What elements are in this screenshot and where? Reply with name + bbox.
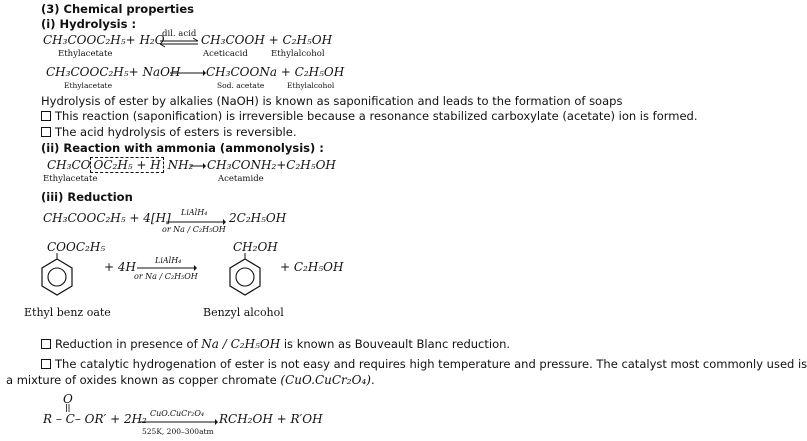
final-eq-conditions: 525K, 200–300atm <box>142 427 214 436</box>
checkbox-icon <box>41 339 51 349</box>
hydrolysis-eq1-rhs: CH₃COOH + C₂H₅OH <box>201 33 333 47</box>
benzene-ring-right-icon <box>228 253 262 299</box>
ammonolysis-eq: CH₃CO OC₂H₅ + H NH₂ <box>47 158 194 172</box>
struct-arrow <box>137 264 197 272</box>
benzene-ring-left-icon <box>40 253 74 299</box>
saponification-text: Hydrolysis of ester by alkalies (NaOH) is known as saponification and leads to the formation of soaps <box>41 94 623 108</box>
label-ethylacetate-2: Ethylacetate <box>64 81 113 90</box>
checkbox-icon <box>41 111 51 121</box>
checkbox-icon <box>41 359 51 369</box>
final-eq-rhs: RCH₂OH + R′OH <box>219 412 323 426</box>
ammonolysis-title: (ii) Reaction with ammonia (ammonolysis) : <box>41 141 324 155</box>
reduction-eq-reagent-bottom: or Na / C₂H₅OH <box>162 225 226 234</box>
label-ethylacetate-1: Ethylacetate <box>58 49 113 59</box>
hydrolysis-eq1-condition: dil. acid <box>162 29 197 39</box>
hydrolysis-eq2-arrow <box>170 69 206 77</box>
cleaved-group-box: OC₂H₅ + H <box>90 157 163 173</box>
label-sod-acetate: Sod. acetate <box>217 81 265 90</box>
final-eq-catalyst: CuO.CuCr₂O₄ <box>150 409 205 418</box>
label-aceticacid: Aceticacid <box>203 49 248 59</box>
reduction-eq-reagent-top: LiAlH₄ <box>181 208 208 217</box>
struct-reagent-top: LiAlH₄ <box>155 256 182 265</box>
plus-ethanol: + C₂H₅OH <box>280 260 344 274</box>
bullet-irreversible: This reaction (saponification) is irreversible because a resonance stabilized carboxylate (acetate) ion is formed. <box>41 109 697 123</box>
hydrolysis-eq1-lhs: CH₃COOC₂H₅+ H₂O <box>43 33 165 47</box>
carbonyl-oxygen: O <box>63 392 73 406</box>
label-ethylalcohol-1: Ethylalcohol <box>271 49 325 59</box>
struct-reagent-bottom: or Na / C₂H₅OH <box>134 272 198 281</box>
alcohol-substituent: CH₂OH <box>233 240 278 254</box>
label-benzyl-alcohol: Benzyl alcohol <box>203 306 284 319</box>
label-ethyl-benzoate: Ethyl benz oate <box>24 306 111 319</box>
final-eq-lhs: R – C– OR′ + 2H₂ <box>43 412 147 426</box>
hydrolysis-title: (i) Hydrolysis : <box>41 17 137 31</box>
bullet-reversible: The acid hydrolysis of esters is reversible. <box>41 125 296 139</box>
hydrolysis-eq2-rhs: CH₃COONa + C₂H₅OH <box>206 65 345 79</box>
reduction-title: (iii) Reduction <box>41 190 133 204</box>
reduction-eq-rhs: 2C₂H₅OH <box>229 211 287 225</box>
ammonolysis-arrow <box>190 162 206 170</box>
ammonolysis-rhs: CH₃CONH₂+C₂H₅OH <box>207 158 336 172</box>
reduction-eq-lhs: CH₃COOC₂H₅ + 4[H] <box>43 211 171 225</box>
label-acetamide: Acetamide <box>218 174 264 184</box>
ester-substituent: COOC₂H₅ <box>47 240 106 254</box>
section-heading: (3) Chemical properties <box>41 2 194 16</box>
checkbox-icon <box>41 127 51 137</box>
label-ethylalcohol-2: Ethylalcohol <box>287 81 335 90</box>
hydrolysis-eq2-lhs: CH₃COOC₂H₅+ NaOH <box>46 65 181 79</box>
final-eq-arrow <box>140 418 218 426</box>
hydrolysis-eq1-arrow <box>160 38 200 48</box>
bouveault-note: Reduction in presence of Na / C₂H₅OH is known as Bouveault Blanc reduction. <box>41 337 510 351</box>
plus-4h: + 4H <box>104 260 136 274</box>
catalytic-note-line1: The catalytic hydrogenation of ester is not easy and requires high temperature and pressure. The catalyst most commonly used is <box>41 357 807 371</box>
catalytic-note-line2: a mixture of oxides known as copper chromate (CuO.CuCr₂O₄). <box>6 373 375 387</box>
label-ethylacetate-3: Ethylacetate <box>43 174 98 184</box>
